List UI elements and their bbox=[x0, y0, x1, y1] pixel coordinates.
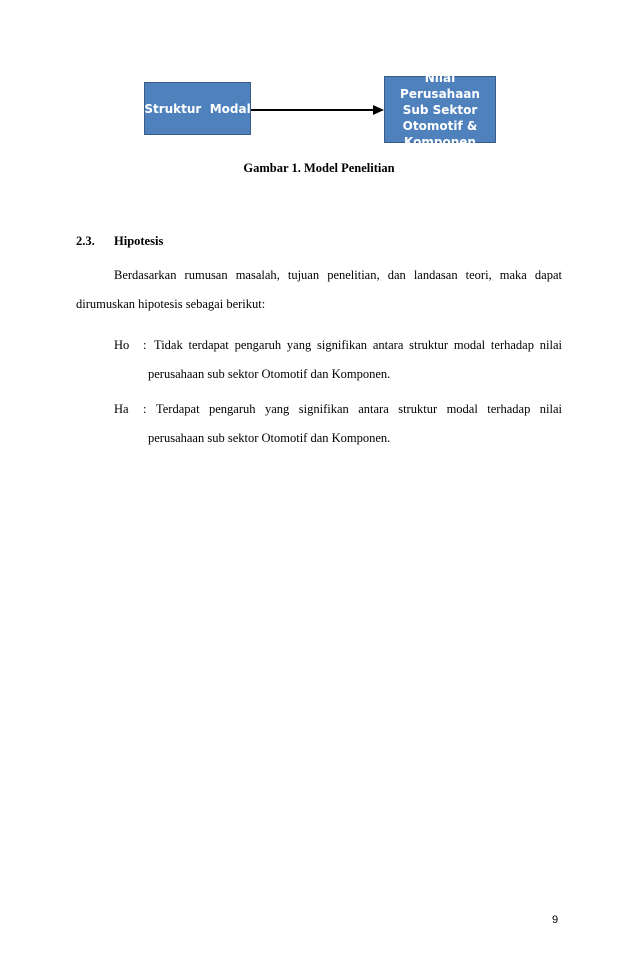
section-title: Hipotesis bbox=[114, 234, 164, 248]
nilai-perusahaan-line-3: Otomotif & bbox=[402, 118, 478, 133]
diagram-arrow bbox=[251, 103, 385, 117]
nilai-perusahaan-line-2: Sub Sektor bbox=[402, 102, 478, 117]
figure-caption: Gambar 1. Model Penelitian bbox=[243, 161, 395, 175]
hypothesis-ho-line-1: Tidak terdapat pengaruh yang signifikan antara struktur modal terhadap nilai bbox=[154, 338, 562, 352]
hypothesis-ho-line-2: perusahaan sub sektor Otomotif dan Komponen. bbox=[148, 367, 391, 381]
hypothesis-ho-separator: : bbox=[143, 338, 147, 352]
intro-line-2: dirumuskan hipotesis sebagai berikut: bbox=[76, 297, 266, 311]
arrow-head bbox=[373, 105, 384, 115]
hypothesis-ha-separator: : bbox=[143, 402, 147, 416]
nilai-perusahaan-box bbox=[384, 70, 496, 149]
nilai-perusahaan-line-1: Nilai Perusahaan bbox=[400, 70, 480, 101]
intro-line-1: Berdasarkan rumusan masalah, tujuan penelitian, dan landasan teori, maka dapat bbox=[114, 268, 562, 282]
hypothesis-ha-line-1: Terdapat pengaruh yang signifikan antara struktur modal terhadap nilai bbox=[156, 402, 562, 416]
page-number: 9 bbox=[552, 914, 559, 926]
struktur-modal-box bbox=[144, 82, 251, 135]
section-number: 2.3. bbox=[76, 234, 95, 248]
struktur-modal-label: Struktur Modal bbox=[144, 101, 251, 116]
hypothesis-ha-line-2: perusahaan sub sektor Otomotif dan Komponen. bbox=[148, 431, 391, 445]
hypothesis-ha-label: Ha bbox=[114, 402, 129, 416]
nilai-perusahaan-line-4: Komponen bbox=[404, 134, 476, 149]
hypothesis-ho-label: Ho bbox=[114, 338, 130, 352]
